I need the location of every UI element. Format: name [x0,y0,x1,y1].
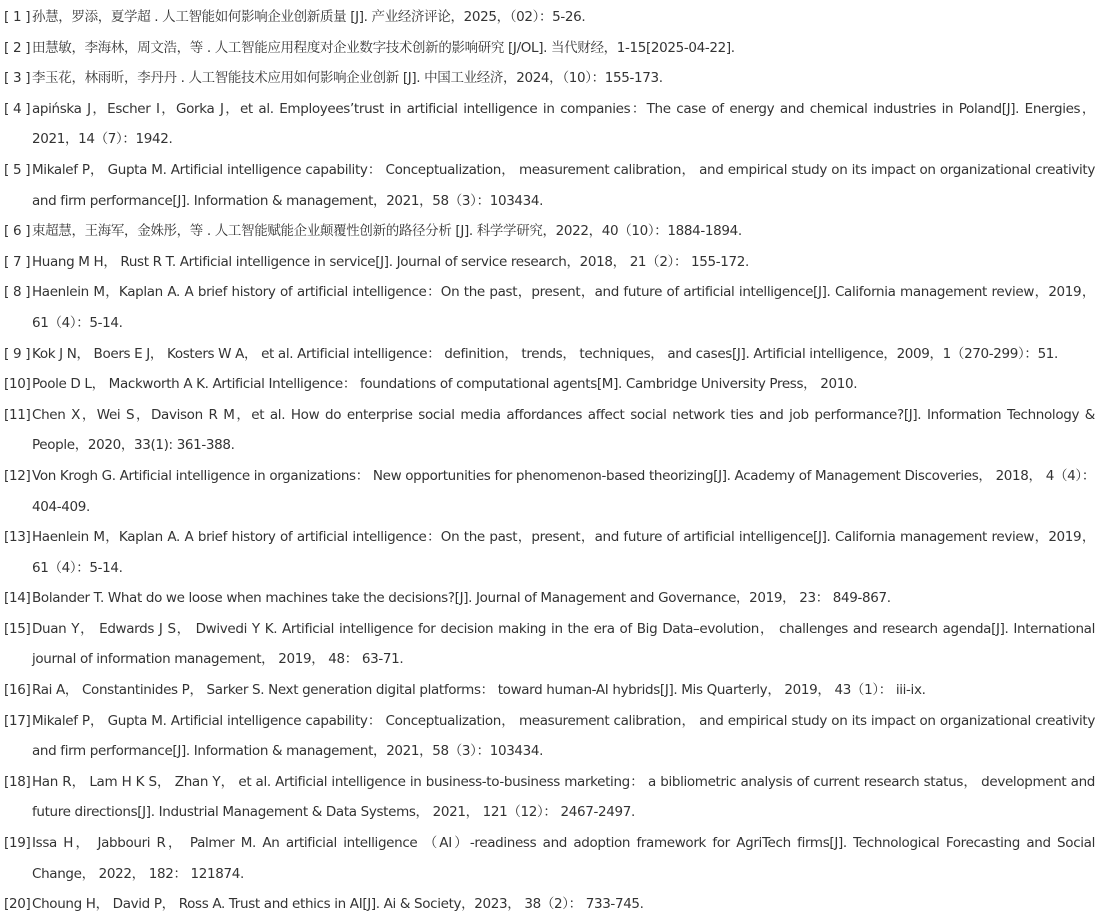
reference-text: 李玉花，林雨昕，李丹丹 . 人工智能技术应用如何影响企业创新 [J]. 中国工业经济，2024，（10）：155-173. [32,70,663,87]
reference-item-15 [0,614,1095,675]
reference-item-18 [0,767,1095,828]
reference-number: [ 1 ] [4,9,31,25]
reference-number: [10] [4,376,31,393]
reference-number: [19] [4,835,31,852]
reference-number: [16] [4,682,31,699]
reference-text: Von Krogh G. Artificial intelligence in organizations： New opportunities for phenomenon-based theorizing[J]. Academy of Management Discoveries， 2018， 4（4）： 404-409. [32,467,1095,515]
reference-text: Mikalef P， Gupta M. Artificial intelligence capability： Conceptualization， measurement calibration， and empirical study on its impact on organizational creativity and firm performance[J]. Information & management，2021，58（3）：103434. [32,161,1095,209]
reference-text: Bolander T. What do we loose when machines take the decisions?[J]. Journal of Management and Governance，2019， 23： 849-867. [32,590,891,607]
reference-item-9 [0,339,1095,370]
reference-item-13 [0,522,1095,583]
reference-item-17 [0,706,1095,767]
reference-text: 田慧敏，李海林，周文浩，等 . 人工智能应用程度对企业数字技术创新的影响研究 [J/OL]. 当代财经，1-15[2025-04-22]. [32,39,735,56]
reference-number: [15] [4,620,31,637]
reference-number: [ 5 ] [4,161,31,178]
reference-text: Mikalef P， Gupta M. Artificial intelligence capability： Conceptualization， measurement calibration， and empirical study on its impact on organizational creativity and firm performance[J]. Information & management，2021，58（3）：103434. [32,712,1095,760]
reference-item-12 [0,461,1095,522]
reference-text: Han R， Lam H K S， Zhan Y， et al. Artificial intelligence in business-to-business marketing： a bibliometric analysis of current research status， development and future directions[J]. Industrial Management & Data Systems， 2021， 121（12）： 2467-2497. [32,773,1095,821]
reference-text: Choung H， David P， Ross A. Trust and ethics in AI[J]. Ai & Society，2023， 38（2）： 733-745. [32,896,644,913]
reference-item-11 [0,400,1095,461]
reference-number: [ 4 ] [4,100,31,117]
reference-text: Poole D L， Mackworth A K. Artificial Intelligence： foundations of computational agents[M]. Cambridge University Press， 2010. [32,376,858,393]
reference-text: Haenlein M，Kaplan A. A brief history of artificial intelligence：On the past，present，and future of artificial intelligence[J]. California management review，2019，61（4）：5-14. [32,284,1095,331]
reference-number: [18] [4,773,31,790]
reference-item-10 [0,369,1095,400]
reference-text: Rai A， Constantinides P， Sarker S. Next generation digital platforms： toward human-AI hybrids[J]. Mis Quarterly， 2019， 43（1）： iii-ix. [32,682,926,699]
reference-number: [ 3 ] [4,70,31,87]
reference-number: [ 9 ] [4,345,31,362]
reference-item-5 [0,155,1095,216]
reference-text: 束超慧，王海军，金姝彤，等 . 人工智能赋能企业颠覆性创新的路径分析 [J]. 科学学研究，2022，40（10）：1884-1894. [32,223,742,240]
reference-item-3 [0,63,1095,94]
reference-item-2 [0,33,1095,64]
reference-number: [12] [4,467,31,484]
reference-item-4 [0,94,1095,155]
reference-item-20 [0,889,1095,920]
reference-text: 孙慧，罗添，夏学超 . 人工智能如何影响企业创新质量 [J]. 产业经济评论，2025，（02）：5-26. [32,9,586,25]
reference-text: Chen X，Wei S，Davison R M，et al. How do enterprise social media affordances affect social network ties and job performance?[J]. Information Technology & People，2020，33(1): 361-388. [32,406,1095,454]
reference-text: Issa H， Jabbouri R， Palmer M. An artificial intelligence （AI）-readiness and adoption framework for AgriTech firms[J]. Technological Forecasting and Social Change， 2022， 182： 121874. [32,835,1095,882]
reference-text: Haenlein M，Kaplan A. A brief history of artificial intelligence：On the past，present，and future of artificial intelligence[J]. California management review，2019，61（4）：5-14. [32,529,1095,576]
reference-text: Kok J N， Boers E J， Kosters W A， et al. Artificial intelligence： definition， trends， techniques， and cases[J]. Artificial intelligence，2009，1（270-299）：51. [32,345,1058,362]
reference-number: [ 7 ] [4,253,31,270]
reference-number: [ 8 ] [4,284,31,301]
reference-number: [11] [4,406,31,423]
reference-number: [13] [4,529,31,546]
reference-item-16 [0,675,1095,706]
reference-item-1 [0,2,1095,33]
reference-item-6 [0,216,1095,247]
reference-item-8 [0,277,1095,338]
reference-number: [17] [4,712,31,729]
reference-item-19 [0,828,1095,889]
reference-text: Duan Y， Edwards J S， Dwivedi Y K. Artificial intelligence for decision making in the era of Big Data–evolution， challenges and research agenda[J]. International journal of information management， 2019， 48： 63-71. [32,620,1095,668]
reference-text: apińska J，Escher I，Gorka J，et al. Employees’trust in artificial intelligence in companies：The case of energy and chemical industries in Poland[J]. Energies，2021，14（7）：1942. [32,100,1095,148]
reference-number: [20] [4,896,31,913]
reference-text: Huang M H， Rust R T. Artificial intelligence in service[J]. Journal of service research，2018， 21（2）： 155-172. [32,253,749,270]
reference-number: [ 6 ] [4,223,31,240]
reference-number: [ 2 ] [4,39,31,56]
reference-item-14 [0,583,1095,614]
reference-number: [14] [4,590,31,607]
reference-item-7 [0,247,1095,278]
